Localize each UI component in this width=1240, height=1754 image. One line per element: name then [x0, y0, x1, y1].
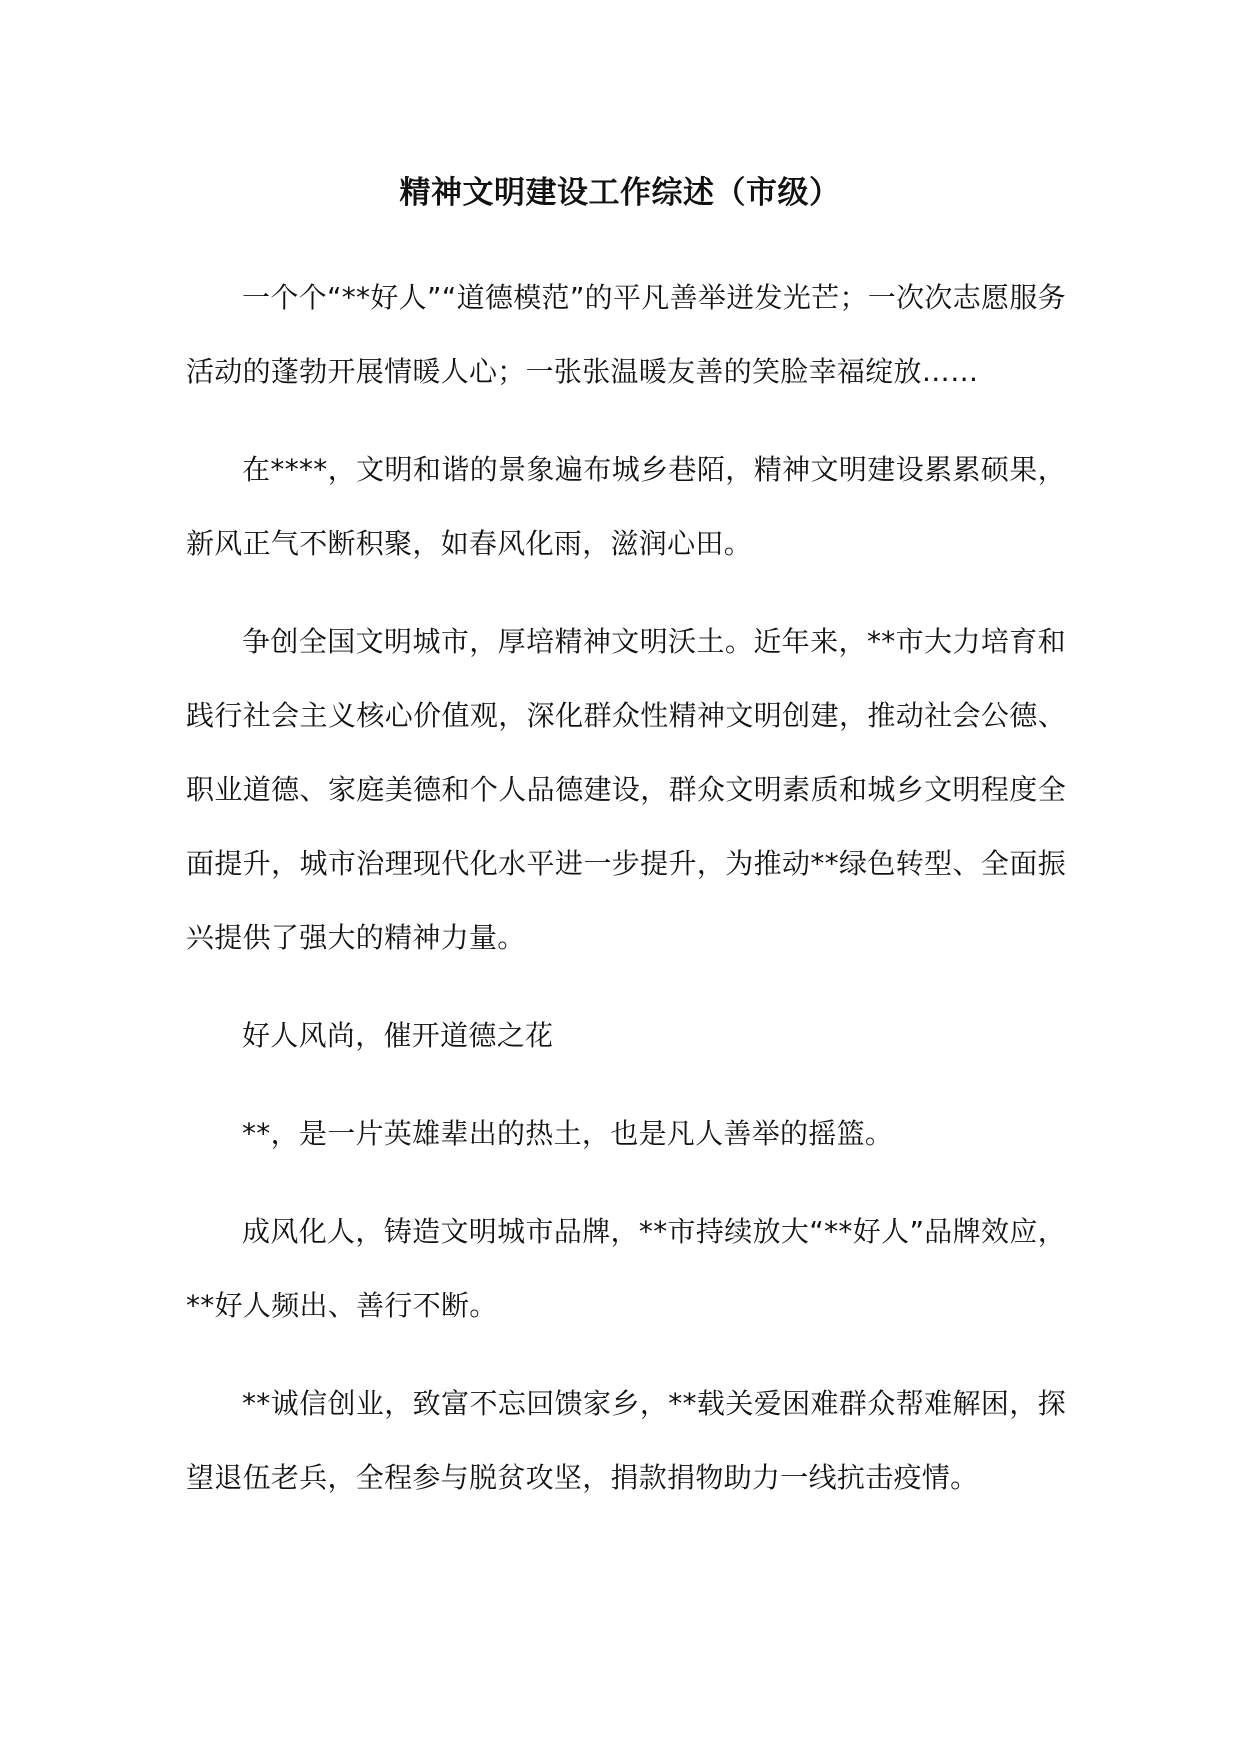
paragraph-heroes-land: **，是一片英雄辈出的热土，也是凡人善举的摇篮。 — [242, 1117, 894, 1150]
paragraph-integrity-example: **诚信创业，致富不忘回馈家乡，**载关爱困难群众帮难解困，探望退伍老兵，全程参与脱贫攻坚，捐款捐物助力一线抗击疫情。 — [186, 1387, 1066, 1494]
document-title: 精神文明建设工作综述（市级） — [399, 175, 841, 211]
document-body — [186, 261, 1066, 1539]
section-heading-good-people: 好人风尚，催开道德之花 — [242, 1019, 554, 1052]
paragraph-brand-effect: 成风化人，铸造文明城市品牌，**市持续放大“**好人”品牌效应，**好人频出、善行不断。 — [186, 1215, 1066, 1322]
paragraph-intro: 一个个“**好人”“道德模范”的平凡善举迸发光芒；一次次志愿服务活动的蓬勃开展情暖人心；一张张温暖友善的笑脸幸福绽放…… — [186, 281, 1066, 388]
paragraph-civilized-city: 争创全国文明城市，厚培精神文明沃土。近年来，**市大力培育和践行社会主义核心价值观，深化群众性精神文明创建，推动社会公德、职业道德、家庭美德和个人品德建设，群众文明素质和城乡文明程度全面提升，城市治理现代化水平进一步提升，为推动**绿色转型、全面振兴提供了强大的精神力量。 — [186, 625, 1066, 954]
paragraph-civilization-scene: 在****，文明和谐的景象遍布城乡巷陌，精神文明建设累累硕果，新风正气不断积聚，如春风化雨，滋润心田。 — [186, 453, 1066, 560]
